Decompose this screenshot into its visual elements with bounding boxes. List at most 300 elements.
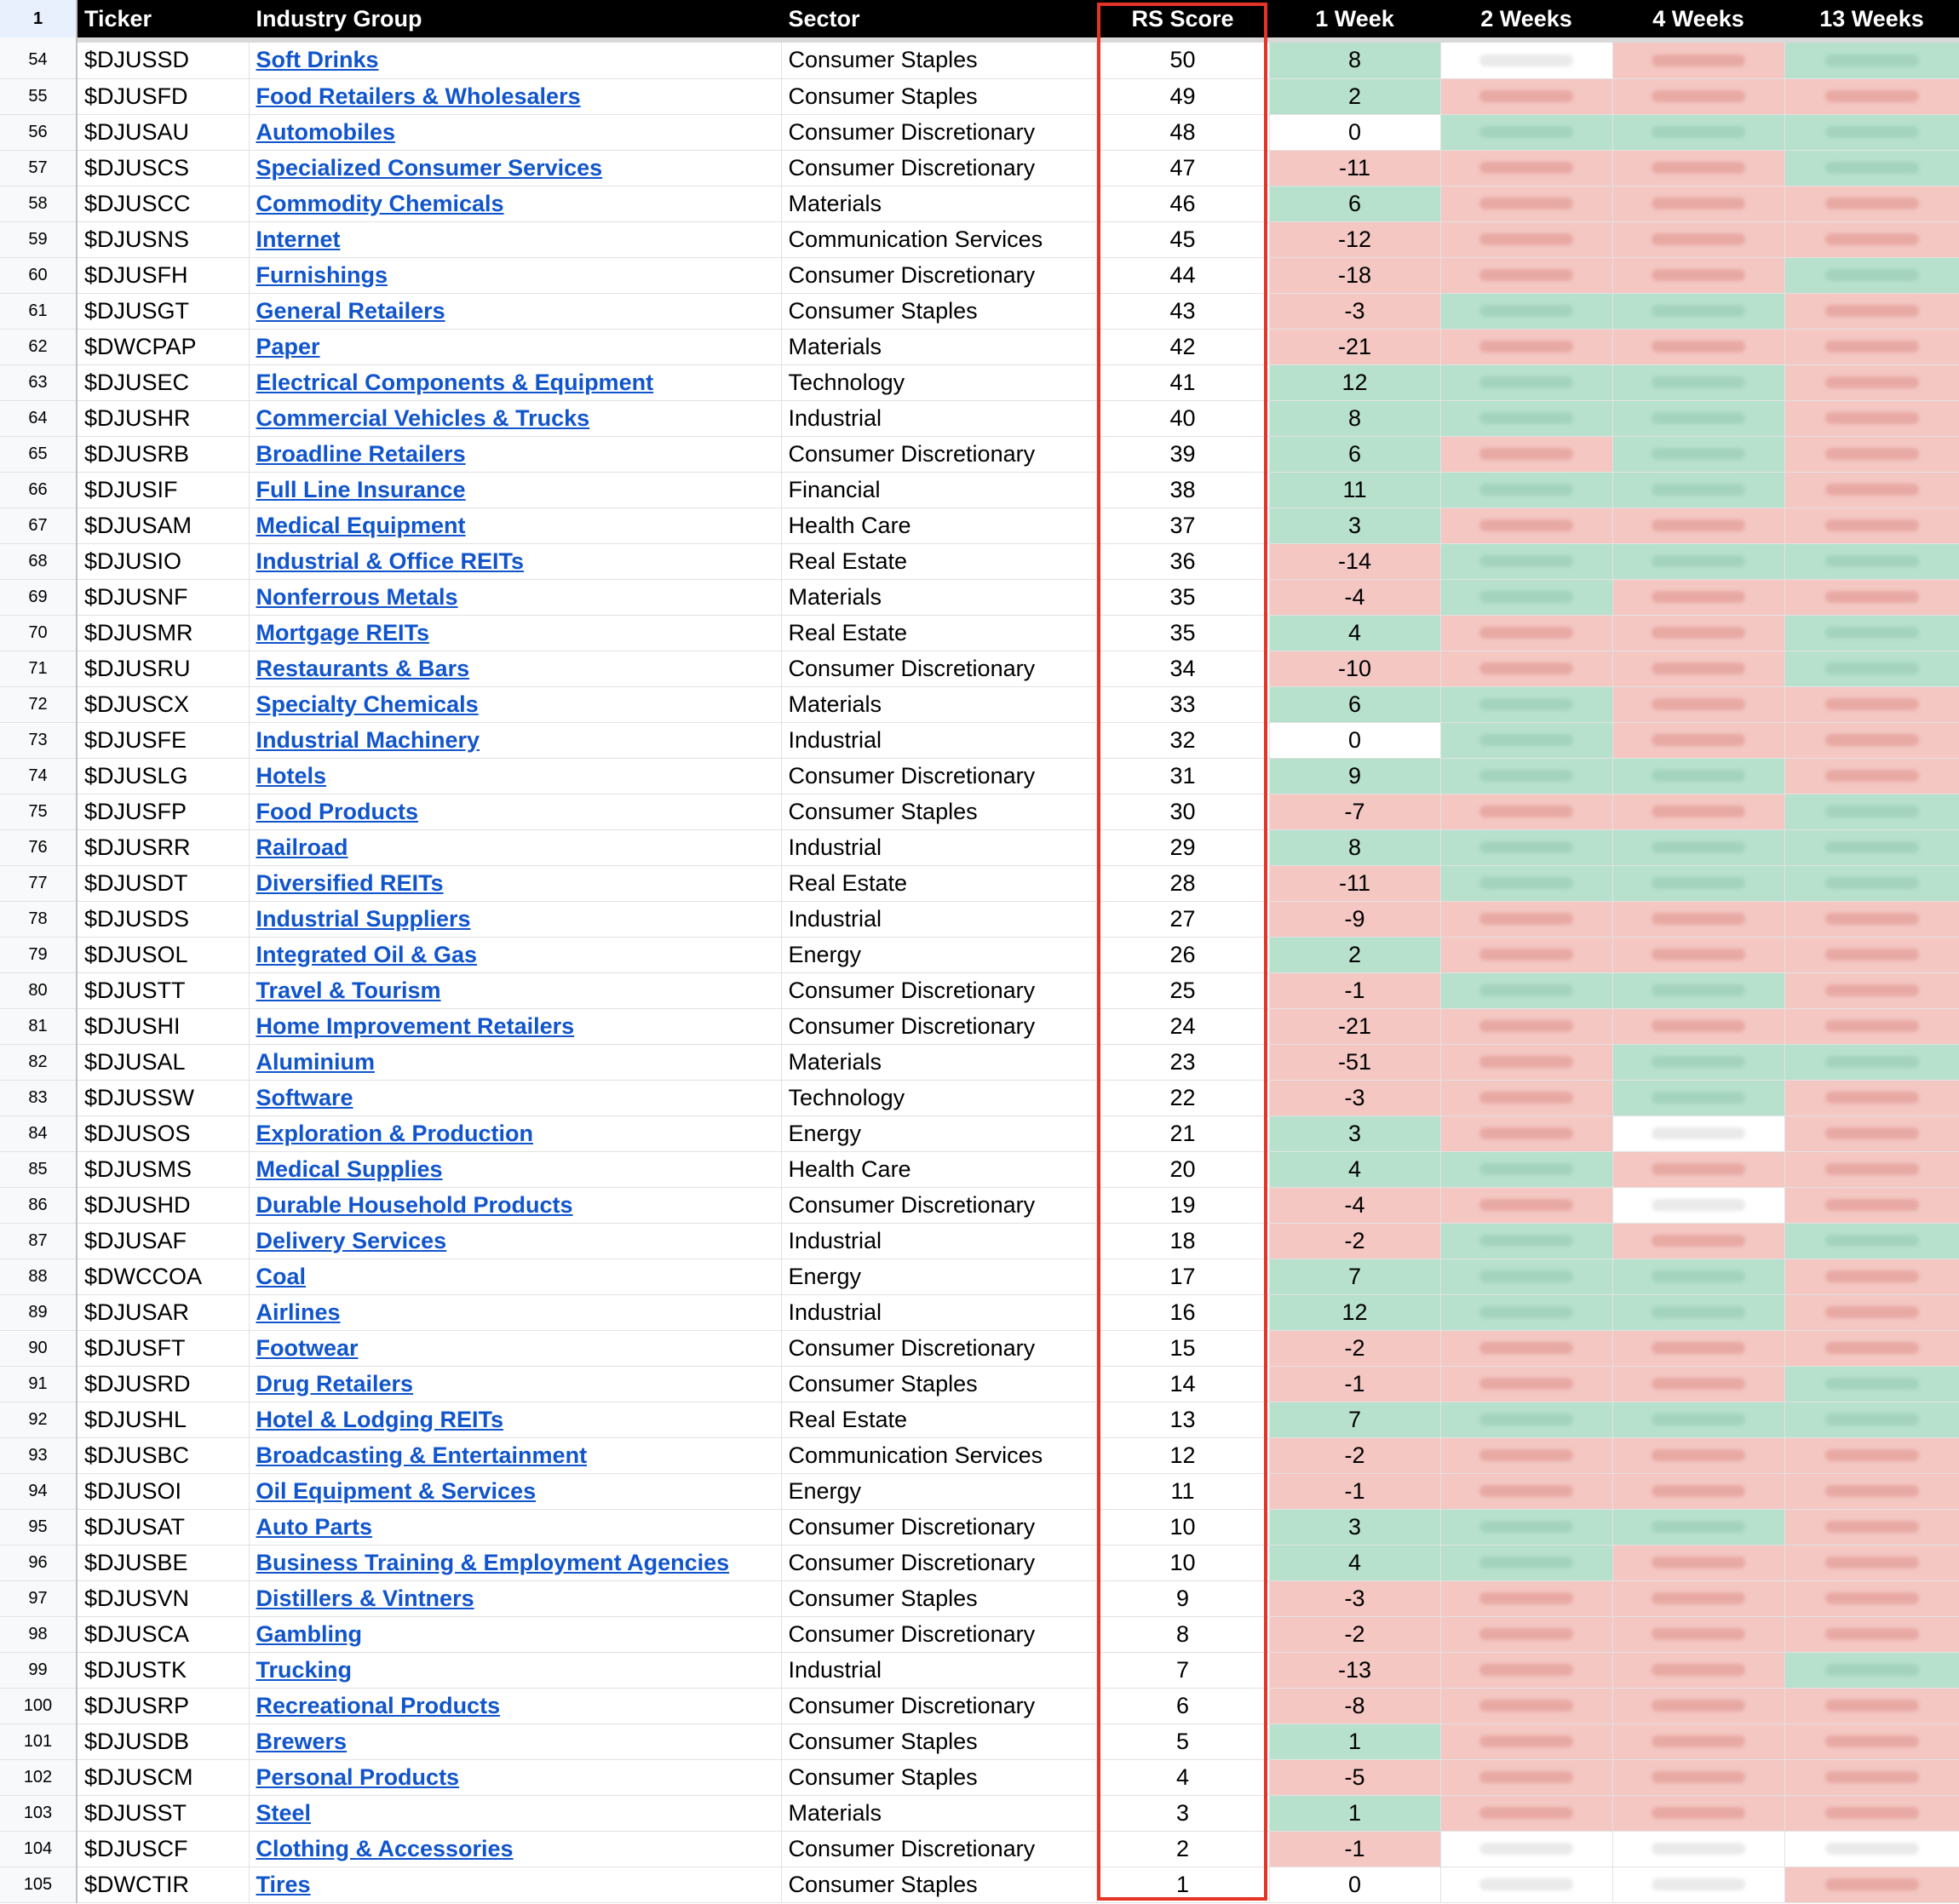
2-weeks-change-cell[interactable] [1440, 1723, 1612, 1759]
industry-group-link[interactable]: General Retailers [256, 297, 445, 324]
2-weeks-change-cell[interactable] [1440, 829, 1612, 865]
sector-cell[interactable]: Industrial [781, 1652, 1096, 1688]
4-weeks-change-cell[interactable] [1612, 1080, 1784, 1115]
1-week-change-cell[interactable]: -14 [1269, 543, 1440, 579]
industry-group-cell[interactable] [249, 865, 781, 901]
sector-cell[interactable]: Consumer Discretionary [781, 758, 1096, 794]
rs-score-cell[interactable]: 10 [1096, 1545, 1269, 1580]
2-weeks-change-cell[interactable] [1440, 78, 1612, 114]
sector-cell[interactable]: Consumer Discretionary [781, 1545, 1096, 1580]
industry-group-link[interactable]: Internet [256, 226, 341, 252]
industry-group-link[interactable]: Mortgage REITs [256, 619, 430, 645]
2-weeks-change-cell[interactable] [1440, 1831, 1612, 1867]
13-weeks-change-cell[interactable] [1784, 686, 1959, 722]
2-weeks-header[interactable]: 2 Weeks [1440, 0, 1612, 37]
row-number[interactable]: 95 [0, 1509, 77, 1545]
row-number[interactable]: 58 [0, 186, 77, 221]
row-number[interactable]: 103 [0, 1795, 77, 1831]
4-weeks-change-cell[interactable] [1612, 794, 1784, 829]
2-weeks-change-cell[interactable] [1440, 436, 1612, 472]
industry-group-link[interactable]: Distillers & Vintners [256, 1585, 474, 1611]
ticker-cell[interactable]: $DJUSCC [77, 186, 249, 221]
ticker-cell[interactable]: $DJUSLG [77, 758, 249, 794]
industry-group-cell[interactable] [249, 794, 781, 829]
row-number[interactable]: 77 [0, 865, 77, 901]
row-number[interactable]: 87 [0, 1223, 77, 1259]
industry-group-link[interactable]: Commercial Vehicles & Trucks [256, 404, 590, 431]
industry-group-cell[interactable] [249, 1545, 781, 1580]
2-weeks-change-cell[interactable] [1440, 1580, 1612, 1616]
4-weeks-change-cell[interactable] [1612, 1652, 1784, 1688]
industry-group-cell[interactable] [249, 257, 781, 293]
industry-group-link[interactable]: Brewers [256, 1728, 348, 1754]
row-number[interactable]: 96 [0, 1545, 77, 1580]
1-week-change-cell[interactable]: -2 [1269, 1616, 1440, 1652]
sector-cell[interactable]: Real Estate [781, 543, 1096, 579]
industry-group-link[interactable]: Business Training & Employment Agencies [256, 1549, 730, 1575]
1-week-change-cell[interactable]: 0 [1269, 1867, 1440, 1902]
sector-cell[interactable]: Consumer Discretionary [781, 150, 1096, 186]
4-weeks-change-cell[interactable] [1612, 829, 1784, 865]
2-weeks-change-cell[interactable] [1440, 1759, 1612, 1795]
rs-score-cell[interactable]: 27 [1096, 901, 1269, 937]
industry-group-link[interactable]: Aluminium [256, 1048, 375, 1075]
row-number[interactable]: 90 [0, 1330, 77, 1366]
industry-group-cell[interactable] [249, 1008, 781, 1044]
industry-group-cell[interactable] [249, 221, 781, 257]
ticker-cell[interactable]: $DJUSRD [77, 1366, 249, 1402]
1-week-change-cell[interactable]: 3 [1269, 1509, 1440, 1545]
row-number[interactable]: 60 [0, 257, 77, 293]
ticker-cell[interactable]: $DJUSVN [77, 1580, 249, 1616]
13-weeks-header[interactable]: 13 Weeks [1784, 0, 1959, 37]
rs-score-cell[interactable]: 4 [1096, 1759, 1269, 1795]
4-weeks-change-cell[interactable] [1612, 1223, 1784, 1259]
4-weeks-change-cell[interactable] [1612, 508, 1784, 543]
2-weeks-change-cell[interactable] [1440, 758, 1612, 794]
industry-group-cell[interactable] [249, 1223, 781, 1259]
rs-score-header[interactable]: RS Score [1096, 0, 1269, 37]
industry-group-link[interactable]: Hotels [256, 762, 327, 789]
row-number[interactable]: 62 [0, 329, 77, 364]
13-weeks-change-cell[interactable] [1784, 543, 1959, 579]
rs-score-cell[interactable]: 8 [1096, 1616, 1269, 1652]
row-number[interactable]: 73 [0, 722, 77, 758]
ticker-cell[interactable]: $DJUSAM [77, 508, 249, 543]
row-number[interactable]: 102 [0, 1759, 77, 1795]
industry-group-cell[interactable] [249, 436, 781, 472]
1-week-change-cell[interactable]: 7 [1269, 1402, 1440, 1437]
rs-score-cell[interactable]: 22 [1096, 1080, 1269, 1115]
2-weeks-change-cell[interactable] [1440, 1867, 1612, 1902]
rs-score-cell[interactable]: 20 [1096, 1151, 1269, 1187]
rs-score-cell[interactable]: 34 [1096, 651, 1269, 686]
2-weeks-change-cell[interactable] [1440, 1115, 1612, 1151]
13-weeks-change-cell[interactable] [1784, 1509, 1959, 1545]
industry-group-cell[interactable] [249, 543, 781, 579]
row-number[interactable]: 89 [0, 1294, 77, 1330]
4-weeks-change-cell[interactable] [1612, 78, 1784, 114]
industry-group-link[interactable]: Travel & Tourism [256, 977, 441, 1003]
industry-group-link[interactable]: Software [256, 1084, 353, 1110]
13-weeks-change-cell[interactable] [1784, 1867, 1959, 1902]
row-number[interactable]: 105 [0, 1867, 77, 1902]
rs-score-cell[interactable]: 1 [1096, 1867, 1269, 1902]
industry-group-link[interactable]: Automobiles [256, 118, 396, 145]
industry-group-link[interactable]: Exploration & Production [256, 1120, 534, 1146]
industry-group-link[interactable]: Footwear [256, 1334, 359, 1361]
rs-score-cell[interactable]: 31 [1096, 758, 1269, 794]
rs-score-cell[interactable]: 39 [1096, 436, 1269, 472]
2-weeks-change-cell[interactable] [1440, 615, 1612, 651]
4-weeks-change-cell[interactable] [1612, 1616, 1784, 1652]
row-number[interactable]: 91 [0, 1366, 77, 1402]
13-weeks-change-cell[interactable] [1784, 901, 1959, 937]
row-number[interactable]: 80 [0, 972, 77, 1008]
4-weeks-change-cell[interactable] [1612, 364, 1784, 400]
1-week-change-cell[interactable]: 0 [1269, 722, 1440, 758]
sector-cell[interactable]: Real Estate [781, 1402, 1096, 1437]
4-weeks-change-cell[interactable] [1612, 293, 1784, 329]
industry-group-header[interactable]: Industry Group [249, 0, 781, 37]
row-number[interactable]: 104 [0, 1831, 77, 1867]
industry-group-link[interactable]: Oil Equipment & Services [256, 1477, 537, 1504]
row-number[interactable]: 82 [0, 1044, 77, 1080]
4-weeks-change-cell[interactable] [1612, 1151, 1784, 1187]
industry-group-cell[interactable] [249, 1759, 781, 1795]
sector-cell[interactable]: Consumer Staples [781, 1366, 1096, 1402]
4-weeks-change-cell[interactable] [1612, 1580, 1784, 1616]
13-weeks-change-cell[interactable] [1784, 1688, 1959, 1723]
industry-group-cell[interactable] [249, 651, 781, 686]
4-weeks-change-cell[interactable] [1612, 722, 1784, 758]
4-weeks-change-cell[interactable] [1612, 758, 1784, 794]
industry-group-link[interactable]: Durable Household Products [256, 1191, 573, 1218]
2-weeks-change-cell[interactable] [1440, 1688, 1612, 1723]
ticker-cell[interactable]: $DJUSFD [77, 78, 249, 114]
4-weeks-change-cell[interactable] [1612, 1831, 1784, 1867]
rs-score-cell[interactable]: 3 [1096, 1795, 1269, 1831]
2-weeks-change-cell[interactable] [1440, 1008, 1612, 1044]
1-week-change-cell[interactable]: -1 [1269, 972, 1440, 1008]
ticker-cell[interactable]: $DJUSBC [77, 1437, 249, 1473]
1-week-change-cell[interactable]: -11 [1269, 865, 1440, 901]
1-week-change-cell[interactable]: 6 [1269, 686, 1440, 722]
sector-cell[interactable]: Technology [781, 1080, 1096, 1115]
1-week-change-cell[interactable]: 2 [1269, 937, 1440, 972]
row-number[interactable]: 76 [0, 829, 77, 865]
13-weeks-change-cell[interactable] [1784, 43, 1959, 78]
13-weeks-change-cell[interactable] [1784, 78, 1959, 114]
rs-score-cell[interactable]: 9 [1096, 1580, 1269, 1616]
1-week-change-cell[interactable]: -5 [1269, 1759, 1440, 1795]
row-number[interactable]: 86 [0, 1187, 77, 1223]
4-weeks-change-cell[interactable] [1612, 1688, 1784, 1723]
industry-group-cell[interactable] [249, 1616, 781, 1652]
rs-score-cell[interactable]: 46 [1096, 186, 1269, 221]
1-week-change-cell[interactable]: -1 [1269, 1831, 1440, 1867]
ticker-cell[interactable]: $DJUSHD [77, 1187, 249, 1223]
4-weeks-change-cell[interactable] [1612, 543, 1784, 579]
rs-score-cell[interactable]: 35 [1096, 615, 1269, 651]
industry-group-link[interactable]: Tires [256, 1871, 311, 1897]
2-weeks-change-cell[interactable] [1440, 1366, 1612, 1402]
ticker-cell[interactable]: $DJUSRU [77, 651, 249, 686]
13-weeks-change-cell[interactable] [1784, 364, 1959, 400]
sector-cell[interactable]: Real Estate [781, 865, 1096, 901]
industry-group-link[interactable]: Integrated Oil & Gas [256, 941, 478, 967]
industry-group-cell[interactable] [249, 1473, 781, 1509]
ticker-cell[interactable]: $DJUSAL [77, 1044, 249, 1080]
industry-group-cell[interactable] [249, 1652, 781, 1688]
4-weeks-change-cell[interactable] [1612, 1437, 1784, 1473]
4-weeks-change-cell[interactable] [1612, 186, 1784, 221]
ticker-cell[interactable]: $DJUSOS [77, 1115, 249, 1151]
industry-group-link[interactable]: Nonferrous Metals [256, 583, 458, 610]
sector-cell[interactable]: Industrial [781, 400, 1096, 436]
2-weeks-change-cell[interactable] [1440, 686, 1612, 722]
row-number[interactable]: 94 [0, 1473, 77, 1509]
industry-group-link[interactable]: Industrial Machinery [256, 726, 480, 753]
industry-group-cell[interactable] [249, 829, 781, 865]
ticker-cell[interactable]: $DJUSAF [77, 1223, 249, 1259]
row-number[interactable]: 92 [0, 1402, 77, 1437]
4-weeks-change-cell[interactable] [1612, 865, 1784, 901]
row-number[interactable]: 70 [0, 615, 77, 651]
ticker-cell[interactable]: $DWCPAP [77, 329, 249, 364]
2-weeks-change-cell[interactable] [1440, 794, 1612, 829]
13-weeks-change-cell[interactable] [1784, 114, 1959, 150]
rs-score-cell[interactable]: 12 [1096, 1437, 1269, 1473]
13-weeks-change-cell[interactable] [1784, 1723, 1959, 1759]
4-weeks-change-cell[interactable] [1612, 1008, 1784, 1044]
industry-group-link[interactable]: Food Retailers & Wholesalers [256, 83, 581, 109]
rs-score-cell[interactable]: 43 [1096, 293, 1269, 329]
industry-group-link[interactable]: Broadcasting & Entertainment [256, 1442, 588, 1468]
rs-score-cell[interactable]: 13 [1096, 1402, 1269, 1437]
4-weeks-change-cell[interactable] [1612, 43, 1784, 78]
2-weeks-change-cell[interactable] [1440, 1402, 1612, 1437]
rs-score-cell[interactable]: 50 [1096, 43, 1269, 78]
ticker-cell[interactable]: $DJUSDT [77, 865, 249, 901]
sector-cell[interactable]: Materials [781, 329, 1096, 364]
2-weeks-change-cell[interactable] [1440, 364, 1612, 400]
13-weeks-change-cell[interactable] [1784, 257, 1959, 293]
sector-cell[interactable]: Consumer Discretionary [781, 114, 1096, 150]
sector-cell[interactable]: Consumer Staples [781, 78, 1096, 114]
sector-cell[interactable]: Consumer Discretionary [781, 1187, 1096, 1223]
industry-group-cell[interactable] [249, 615, 781, 651]
ticker-cell[interactable]: $DJUSAR [77, 1294, 249, 1330]
1-week-change-cell[interactable]: -18 [1269, 257, 1440, 293]
industry-group-link[interactable]: Broadline Retailers [256, 440, 466, 467]
industry-group-link[interactable]: Drug Retailers [256, 1370, 414, 1396]
ticker-cell[interactable]: $DJUSHR [77, 400, 249, 436]
2-weeks-change-cell[interactable] [1440, 1545, 1612, 1580]
sector-cell[interactable]: Health Care [781, 1151, 1096, 1187]
ticker-cell[interactable]: $DJUSBE [77, 1545, 249, 1580]
row-number[interactable]: 75 [0, 794, 77, 829]
industry-group-cell[interactable] [249, 686, 781, 722]
industry-group-link[interactable]: Steel [256, 1799, 312, 1826]
13-weeks-change-cell[interactable] [1784, 722, 1959, 758]
row-number[interactable]: 67 [0, 508, 77, 543]
rs-score-cell[interactable]: 45 [1096, 221, 1269, 257]
industry-group-cell[interactable] [249, 1259, 781, 1294]
industry-group-cell[interactable] [249, 150, 781, 186]
13-weeks-change-cell[interactable] [1784, 150, 1959, 186]
industry-group-link[interactable]: Specialty Chemicals [256, 691, 479, 717]
4-weeks-change-cell[interactable] [1612, 257, 1784, 293]
1-week-change-cell[interactable]: -21 [1269, 329, 1440, 364]
1-week-change-cell[interactable]: -2 [1269, 1223, 1440, 1259]
4-weeks-change-cell[interactable] [1612, 436, 1784, 472]
industry-group-cell[interactable] [249, 1115, 781, 1151]
industry-group-link[interactable]: Full Line Insurance [256, 476, 466, 502]
row-number[interactable]: 72 [0, 686, 77, 722]
13-weeks-change-cell[interactable] [1784, 1080, 1959, 1115]
sector-cell[interactable]: Energy [781, 1259, 1096, 1294]
row-number[interactable]: 65 [0, 436, 77, 472]
13-weeks-change-cell[interactable] [1784, 865, 1959, 901]
rs-score-cell[interactable]: 33 [1096, 686, 1269, 722]
1-week-change-cell[interactable]: -2 [1269, 1437, 1440, 1473]
row-number[interactable]: 66 [0, 472, 77, 508]
13-weeks-change-cell[interactable] [1784, 1366, 1959, 1402]
sector-cell[interactable]: Consumer Staples [781, 794, 1096, 829]
row-number-header[interactable]: 1 [0, 0, 77, 37]
1-week-change-cell[interactable]: -1 [1269, 1366, 1440, 1402]
rs-score-cell[interactable]: 6 [1096, 1688, 1269, 1723]
ticker-cell[interactable]: $DJUSEC [77, 364, 249, 400]
1-week-change-cell[interactable]: -7 [1269, 794, 1440, 829]
2-weeks-change-cell[interactable] [1440, 1652, 1612, 1688]
4-weeks-change-cell[interactable] [1612, 1509, 1784, 1545]
industry-group-link[interactable]: Restaurants & Bars [256, 655, 470, 681]
ticker-cell[interactable]: $DJUSRP [77, 1688, 249, 1723]
industry-group-cell[interactable] [249, 293, 781, 329]
sector-cell[interactable]: Communication Services [781, 1437, 1096, 1473]
ticker-cell[interactable]: $DJUSSD [77, 43, 249, 78]
industry-group-cell[interactable] [249, 972, 781, 1008]
row-number[interactable]: 93 [0, 1437, 77, 1473]
ticker-cell[interactable]: $DJUSFP [77, 794, 249, 829]
4-weeks-change-cell[interactable] [1612, 1187, 1784, 1223]
1-week-change-cell[interactable]: -12 [1269, 221, 1440, 257]
4-weeks-change-cell[interactable] [1612, 1867, 1784, 1902]
industry-group-link[interactable]: Personal Products [256, 1763, 460, 1790]
sector-cell[interactable]: Consumer Discretionary [781, 1688, 1096, 1723]
13-weeks-change-cell[interactable] [1784, 1008, 1959, 1044]
sector-cell[interactable]: Energy [781, 1115, 1096, 1151]
13-weeks-change-cell[interactable] [1784, 221, 1959, 257]
2-weeks-change-cell[interactable] [1440, 257, 1612, 293]
sector-cell[interactable]: Health Care [781, 508, 1096, 543]
2-weeks-change-cell[interactable] [1440, 937, 1612, 972]
4-weeks-change-cell[interactable] [1612, 1545, 1784, 1580]
sector-cell[interactable]: Industrial [781, 722, 1096, 758]
ticker-cell[interactable]: $DJUSRR [77, 829, 249, 865]
rs-score-cell[interactable]: 37 [1096, 508, 1269, 543]
rs-score-cell[interactable]: 17 [1096, 1259, 1269, 1294]
1-week-change-cell[interactable]: 2 [1269, 78, 1440, 114]
1-week-change-cell[interactable]: -51 [1269, 1044, 1440, 1080]
industry-group-link[interactable]: Industrial & Office REITs [256, 548, 525, 574]
industry-group-link[interactable]: Auto Parts [256, 1513, 373, 1540]
13-weeks-change-cell[interactable] [1784, 758, 1959, 794]
2-weeks-change-cell[interactable] [1440, 1187, 1612, 1223]
2-weeks-change-cell[interactable] [1440, 865, 1612, 901]
13-weeks-change-cell[interactable] [1784, 186, 1959, 221]
ticker-cell[interactable]: $DJUSSW [77, 1080, 249, 1115]
sector-cell[interactable]: Materials [781, 1044, 1096, 1080]
2-weeks-change-cell[interactable] [1440, 1509, 1612, 1545]
1-week-change-cell[interactable]: -8 [1269, 1688, 1440, 1723]
row-number[interactable]: 79 [0, 937, 77, 972]
rs-score-cell[interactable]: 16 [1096, 1294, 1269, 1330]
ticker-cell[interactable]: $DJUSHL [77, 1402, 249, 1437]
ticker-cell[interactable]: $DJUSFT [77, 1330, 249, 1366]
industry-group-cell[interactable] [249, 758, 781, 794]
2-weeks-change-cell[interactable] [1440, 543, 1612, 579]
industry-group-cell[interactable] [249, 329, 781, 364]
ticker-cell[interactable]: $DWCTIR [77, 1867, 249, 1902]
sector-cell[interactable]: Consumer Staples [781, 1759, 1096, 1795]
1-week-change-cell[interactable]: 8 [1269, 400, 1440, 436]
4-weeks-change-cell[interactable] [1612, 221, 1784, 257]
industry-group-link[interactable]: Diversified REITs [256, 869, 444, 896]
rs-score-cell[interactable]: 10 [1096, 1509, 1269, 1545]
rs-score-cell[interactable]: 32 [1096, 722, 1269, 758]
industry-group-cell[interactable] [249, 364, 781, 400]
rs-score-cell[interactable]: 41 [1096, 364, 1269, 400]
2-weeks-change-cell[interactable] [1440, 1330, 1612, 1366]
industry-group-cell[interactable] [249, 1867, 781, 1902]
1-week-change-cell[interactable]: 0 [1269, 114, 1440, 150]
row-number[interactable]: 97 [0, 1580, 77, 1616]
13-weeks-change-cell[interactable] [1784, 1580, 1959, 1616]
sector-cell[interactable]: Consumer Discretionary [781, 1509, 1096, 1545]
13-weeks-change-cell[interactable] [1784, 293, 1959, 329]
2-weeks-change-cell[interactable] [1440, 329, 1612, 364]
ticker-cell[interactable]: $DJUSAU [77, 114, 249, 150]
ticker-cell[interactable]: $DJUSTK [77, 1652, 249, 1688]
ticker-cell[interactable]: $DJUSGT [77, 293, 249, 329]
rs-score-cell[interactable]: 7 [1096, 1652, 1269, 1688]
1-week-change-cell[interactable]: -3 [1269, 1580, 1440, 1616]
1-week-change-cell[interactable]: 4 [1269, 615, 1440, 651]
industry-group-cell[interactable] [249, 400, 781, 436]
2-weeks-change-cell[interactable] [1440, 1795, 1612, 1831]
sector-cell[interactable]: Industrial [781, 1223, 1096, 1259]
industry-group-cell[interactable] [249, 722, 781, 758]
4-weeks-change-cell[interactable] [1612, 1044, 1784, 1080]
13-weeks-change-cell[interactable] [1784, 829, 1959, 865]
industry-group-cell[interactable] [249, 43, 781, 78]
ticker-cell[interactable]: $DJUSIO [77, 543, 249, 579]
2-weeks-change-cell[interactable] [1440, 114, 1612, 150]
1-week-change-cell[interactable]: -10 [1269, 651, 1440, 686]
ticker-cell[interactable]: $DJUSOI [77, 1473, 249, 1509]
industry-group-link[interactable]: Trucking [256, 1656, 353, 1683]
13-weeks-change-cell[interactable] [1784, 1402, 1959, 1437]
sector-cell[interactable]: Financial [781, 472, 1096, 508]
1-week-change-cell[interactable]: 9 [1269, 758, 1440, 794]
ticker-cell[interactable]: $DJUSTT [77, 972, 249, 1008]
row-number[interactable]: 64 [0, 400, 77, 436]
ticker-cell[interactable]: $DJUSFH [77, 257, 249, 293]
ticker-cell[interactable]: $DJUSDB [77, 1723, 249, 1759]
